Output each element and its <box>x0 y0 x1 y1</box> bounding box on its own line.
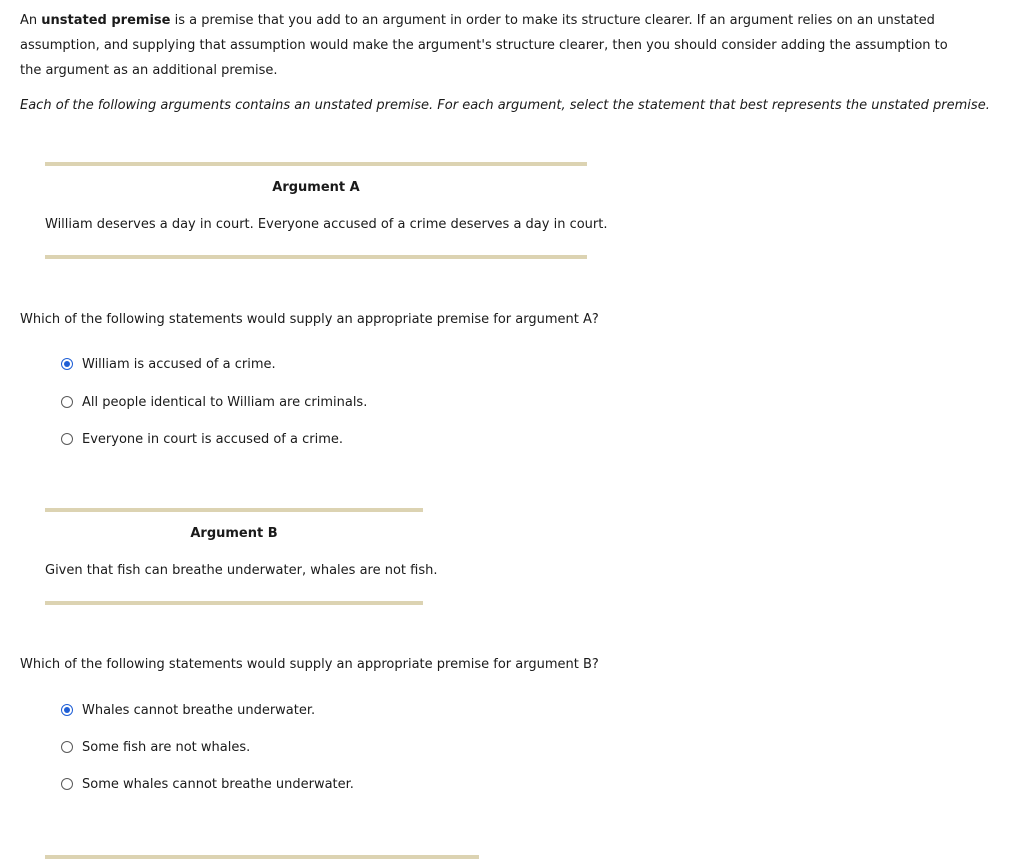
intro-rest: is a premise that you add to an argument in order to make its structure clearer. If an argument relies on an unstated assumption, and supplying that assumption would make the argument's structure clearer, then you should consider adding the assumption to the argument as an additional premise. <box>20 13 948 78</box>
option-a-3-label: Everyone in court is accused of a crime. <box>82 431 343 447</box>
option-a-1[interactable] <box>61 355 276 373</box>
option-b-2[interactable] <box>61 738 250 756</box>
argument-a-title: Argument A <box>272 180 360 195</box>
option-a-2[interactable] <box>61 393 367 411</box>
argument-c-top-rule <box>45 855 479 859</box>
radio-icon[interactable] <box>61 396 73 408</box>
intro-term: unstated premise <box>41 13 171 28</box>
option-a-2-label: All people identical to William are criminals. <box>82 394 368 410</box>
radio-selected-icon[interactable] <box>61 358 73 370</box>
instruction-text: Each of the following arguments contains an unstated premise. For each argument, select the statement that best represents the unstated premise. <box>20 98 990 113</box>
argument-b-title: Argument B <box>190 526 278 541</box>
option-b-2-label: Some fish are not whales. <box>82 739 251 755</box>
option-b-3-label: Some whales cannot breathe underwater. <box>82 776 354 792</box>
option-a-3[interactable] <box>61 430 343 448</box>
argument-b-box <box>45 508 438 605</box>
argument-a-text: William deserves a day in court. Everyone accused of a crime deserves a day in court. <box>45 217 608 232</box>
radio-selected-icon[interactable] <box>61 704 73 716</box>
option-a-1-label: William is accused of a crime. <box>82 356 276 372</box>
radio-icon[interactable] <box>61 778 73 790</box>
radio-icon[interactable] <box>61 433 73 445</box>
argument-a-box <box>45 162 608 259</box>
argument-b-text: Given that fish can breathe underwater, whales are not fish. <box>45 563 438 578</box>
intro-lead: An <box>20 13 42 28</box>
radio-icon[interactable] <box>61 741 73 753</box>
question-b: Which of the following statements would supply an appropriate premise for argument B? <box>20 657 599 672</box>
option-b-1[interactable] <box>61 701 315 719</box>
intro-paragraph <box>20 8 970 83</box>
option-b-3[interactable] <box>61 775 354 793</box>
option-b-1-label: Whales cannot breathe underwater. <box>82 702 316 718</box>
question-a: Which of the following statements would supply an appropriate premise for argument A? <box>20 312 599 327</box>
